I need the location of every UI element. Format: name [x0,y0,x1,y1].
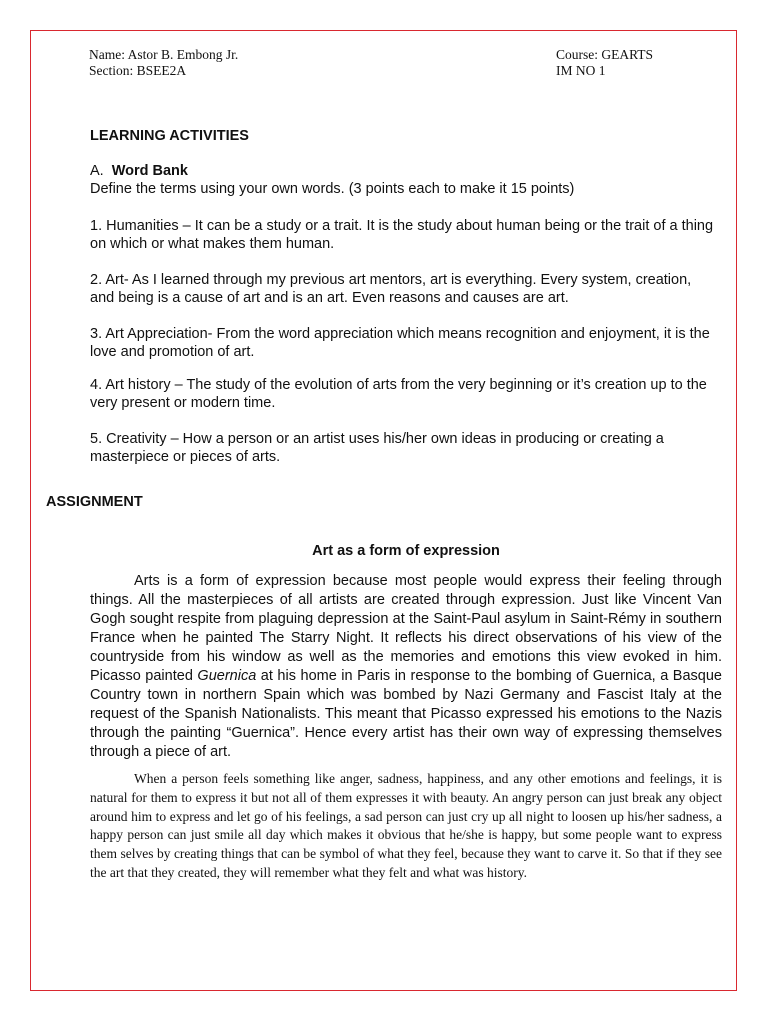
definition-creativity: 5. Creativity – How a person or an artist uses his/her own ideas in producing or creating a masterpiece or pieces of arts. [90,431,664,465]
course-info [556,47,653,79]
guernica-italic: Guernica [197,668,257,684]
student-info [89,47,238,79]
essay-paragraph-2: When a person feels something like anger, sadness, happiness, and any other emotions and feelings, it is natural for them to express it but not all of them expresses it with beauty. An angry person can just break any object around him to express and let go of his feelings, a sad person can just cry up all night to loosen up his/her sadness, a happy person can just smile all day which makes it obvious that he/she is happy, but some people want to express them selves by creating things that can be symbol of what they feel, because they want to carve it. So that if they see the art that they created, they will remember what they felt and what was history. [90,771,722,880]
definition-art-history: 4. Art history – The study of the evolution of arts from the very beginning or it’s creation up to the very present or modern time. [90,377,707,411]
student-section: Section: BSEE2A [89,63,187,78]
essay-paragraph-1-start: Arts is a form of expression because most people would express their feeling through things. All the masterpieces of all artists are created through expression. Just like Vincent Van Gogh sought respite from plaguing depression at the Saint-Paul asylum in Saint-Rémy in southern France when he painted The Starry Night. It reflects his direct observations of his view of the countryside from his window as well as the memories and emotions this view evoked in him. Picasso painted [90,573,722,684]
essay-paragraph-1-end: at his home in Paris in response to the bombing of Guernica, a Basque Country town in northern Spain which was bombed by Nazi Germany and Fascist Italy at the request of the Spanish Nationalists. This meant that Picasso expressed his emotions to the Nazis through the painting “Guernica”. Hence every artist has their own way of expressing themselves through a piece of art. [90,668,722,760]
definition-humanities: 1. Humanities – It can be a study or a trait. It is the study about human being or the trait of a thing on which or what makes them human. [90,218,714,252]
word-bank-title: Word Bank [111,163,188,179]
im-number: IM NO 1 [556,63,606,78]
student-name: Name: Astor B. Embong Jr. [89,47,239,62]
essay-title: Art as a form of expression [312,543,500,559]
word-bank-heading [90,163,188,179]
word-bank-instructions: Define the terms using your own words. (3 points each to make it 15 points) [90,181,575,197]
learning-activities-heading: LEARNING ACTIVITIES [90,128,249,144]
essay-paragraph-1 [90,572,722,762]
course-name: Course: GEARTS [556,47,654,62]
word-bank-letter: A. [90,163,104,179]
definition-art-appreciation: 3. Art Appreciation- From the word appreciation which means recognition and enjoyment, it is the love and promotion of art. [90,326,710,360]
assignment-heading: ASSIGNMENT [46,494,143,510]
definition-art: 2. Art- As I learned through my previous art mentors, art is everything. Every system, creation, and being is a cause of art and is an art. Even reasons and causes are art. [90,272,692,306]
